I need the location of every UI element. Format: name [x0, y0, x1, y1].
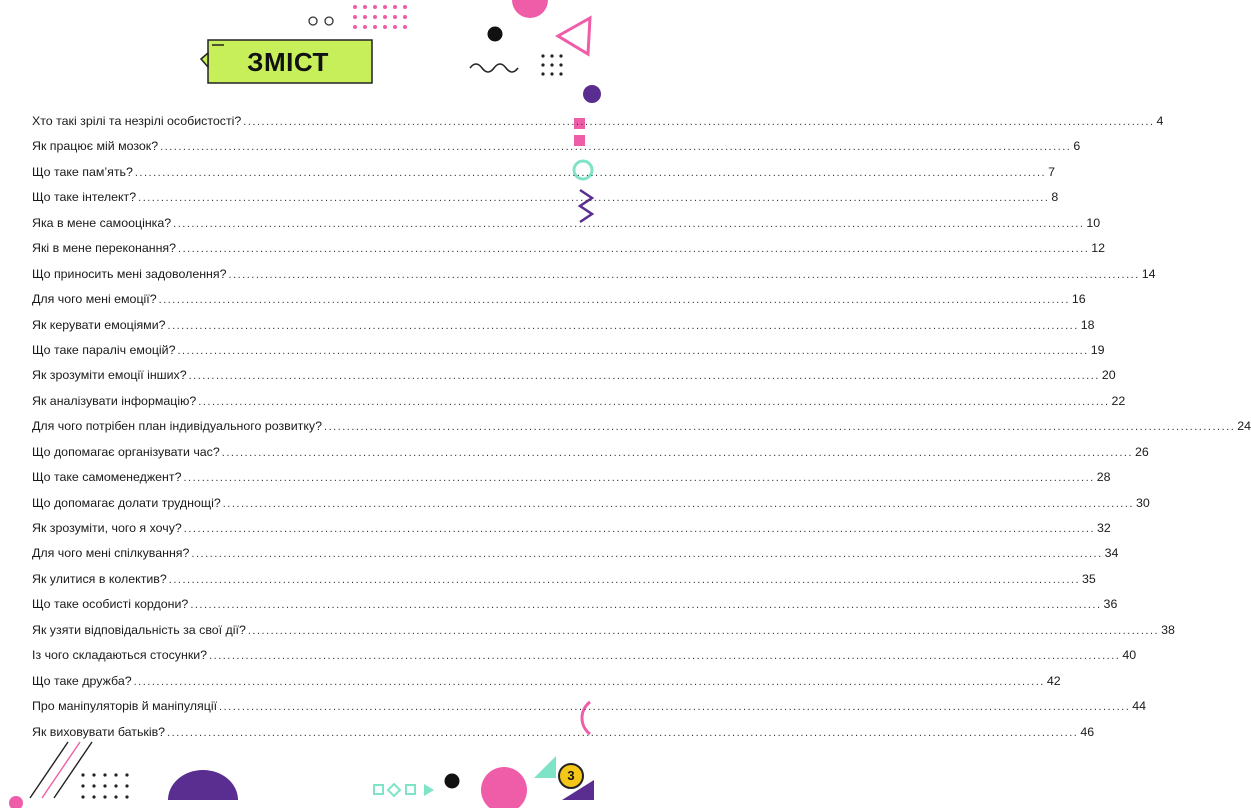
purple-circle-icon — [578, 84, 594, 109]
toc-entry-page: 36 — [1103, 597, 1118, 612]
toc-entry-page: 22 — [1111, 393, 1126, 408]
page-number-badge: 3 — [558, 763, 584, 789]
toc-entry — [32, 292, 1086, 317]
toc-leader-dots: ........................................................................................................................................................................................................ — [183, 472, 1095, 485]
toc-entry-page: 40 — [1122, 648, 1137, 663]
toc-entry-title: Що таке параліч емоцій? — [32, 342, 176, 357]
toc-leader-dots: ........................................................................................................................................................................................................ — [190, 599, 1102, 612]
toc-entry-page: 32 — [1097, 521, 1111, 535]
toc-entry-title: Що таке особисті кордони? — [32, 597, 189, 612]
toc-entry-page: 20 — [1101, 368, 1116, 383]
toc-entry — [32, 470, 1111, 495]
toc-leader-dots: ........................................................................................................................................................................................................ — [160, 141, 1072, 154]
toc-entry — [32, 521, 1111, 546]
toc-entry-title: Для чого мені емоції? — [32, 292, 157, 307]
toc-entry-page: 14 — [1141, 266, 1156, 281]
mint-shapes-icon — [372, 780, 442, 803]
page-title: ЗМІСТ — [247, 47, 329, 77]
toc-entry-title: Як улитися в колектив? — [32, 571, 167, 586]
toc-leader-dots: ........................................................................................................................................................................................................ — [324, 421, 1236, 434]
table-of-contents — [32, 114, 1251, 750]
toc-entry-title: Як керувати емоціями? — [32, 317, 166, 332]
toc-entry-title: Як працює мій мозок? — [32, 139, 159, 154]
toc-entry — [32, 444, 1149, 470]
toc-entry — [32, 266, 1156, 292]
toc-entry-page: 12 — [1091, 241, 1106, 256]
small-circle-outline-icon — [307, 14, 337, 32]
toc-leader-dots: ........................................................................................................................................................................................................ — [247, 624, 1160, 637]
toc-entry-title: Як аналізувати інформацію? — [32, 393, 197, 408]
toc-entry-title: Як виховувати батьків? — [32, 724, 166, 739]
toc-entry — [32, 139, 1081, 164]
toc-leader-dots: ........................................................................................................................................................................................................ — [168, 573, 1081, 586]
toc-leader-dots: ........................................................................................................................................................................................................ — [198, 395, 1110, 408]
toc-entry-page: 19 — [1090, 342, 1105, 357]
wave-line-icon — [468, 60, 518, 79]
toc-entry — [32, 495, 1150, 521]
toc-entry-page: 6 — [1073, 139, 1081, 154]
dot-grid-icon — [352, 4, 412, 39]
toc-entry — [32, 648, 1137, 673]
toc-leader-dots: ........................................................................................................................................................................................................ — [209, 650, 1121, 663]
toc-entry-title: Що таке пам’ять? — [32, 164, 133, 179]
toc-entry-title: Для чого потрібен план індивідуального розвитку? — [32, 419, 323, 434]
toc-leader-dots: ........................................................................................................................................................................................................ — [243, 116, 1155, 128]
dot-grid-icon — [80, 772, 134, 805]
toc-entry — [32, 597, 1118, 622]
toc-entry — [32, 699, 1147, 724]
toc-entry — [32, 215, 1101, 241]
toc-entry-title: Що таке дружба? — [32, 673, 132, 688]
toc-entry-page: 44 — [1132, 699, 1147, 714]
toc-entry-page: 7 — [1048, 164, 1056, 179]
toc-leader-dots: ........................................................................................................................................................................................................ — [138, 192, 1050, 205]
purple-half-circle-icon — [168, 770, 238, 805]
toc-leader-dots: ........................................................................................................................................................................................................ — [228, 268, 1140, 281]
toc-entry — [32, 419, 1251, 444]
toc-entry-page: 34 — [1104, 546, 1119, 561]
toc-entry-page: 30 — [1135, 495, 1150, 510]
black-dot-icon — [487, 26, 503, 47]
toc-entry-page: 24 — [1237, 419, 1251, 434]
toc-entry — [32, 317, 1095, 343]
toc-entry-title: Для чого мені спілкування? — [32, 546, 190, 561]
dot-grid-icon — [540, 53, 566, 84]
toc-entry-page: 8 — [1051, 190, 1059, 205]
toc-leader-dots: ........................................................................................................................................................................................................ — [167, 726, 1079, 739]
toc-entry-page: 42 — [1046, 673, 1061, 688]
toc-entry-title: Що приносить мені задоволення? — [32, 266, 227, 281]
pink-small-circle-icon — [8, 790, 24, 808]
toc-entry-title: Які в мене переконання? — [32, 241, 177, 256]
toc-entry-title: Що допомагає організувати час? — [32, 444, 220, 459]
toc-entry-page: 35 — [1082, 571, 1096, 586]
toc-entry-page: 10 — [1086, 215, 1101, 230]
toc-leader-dots: ........................................................................................................................................................................................................ — [221, 446, 1134, 459]
toc-leader-dots: ........................................................................................................................................................................................................ — [183, 523, 1096, 535]
toc-entry-title: Із чого складаються стосунки? — [32, 648, 208, 663]
toc-entry-title: Що таке самоменеджент? — [32, 470, 182, 485]
toc-entry-page: 18 — [1080, 317, 1095, 332]
toc-leader-dots: ........................................................................................................................................................................................................ — [222, 497, 1134, 510]
toc-entry — [32, 622, 1175, 648]
toc-leader-dots: ........................................................................................................................................................................................................ — [167, 319, 1079, 332]
black-dot-icon — [444, 773, 460, 794]
toc-entry — [32, 368, 1116, 393]
toc-entry-title: Яка в мене самооцінка? — [32, 215, 172, 230]
mint-triangle-icon — [530, 752, 560, 787]
toc-entry — [32, 546, 1119, 571]
toc-entry-title: Що таке інтелект? — [32, 190, 137, 205]
toc-entry-title: Про маніпуляторів й маніпуляції — [32, 699, 218, 714]
toc-leader-dots: ........................................................................................................................................................................................................ — [191, 548, 1103, 561]
toc-entry-title: Як зрозуміти емоції інших? — [32, 368, 187, 383]
toc-leader-dots: ........................................................................................................................................................................................................ — [134, 166, 1047, 179]
toc-entry — [32, 393, 1126, 419]
toc-entry-page: 46 — [1080, 724, 1095, 739]
toc-leader-dots: ........................................................................................................................................................................................................ — [188, 370, 1100, 383]
toc-leader-dots: ........................................................................................................................................................................................................ — [178, 243, 1090, 256]
toc-entry-page: 4 — [1156, 114, 1164, 128]
toc-entry-page: 16 — [1071, 292, 1086, 307]
toc-entry — [32, 164, 1056, 190]
toc-entry-page: 26 — [1135, 444, 1149, 459]
toc-entry — [32, 241, 1106, 266]
toc-entry — [32, 342, 1105, 368]
toc-entry — [32, 571, 1096, 597]
toc-entry — [32, 190, 1059, 215]
toc-entry-title: Що допомагає долати труднощі? — [32, 495, 221, 510]
toc-leader-dots: ........................................................................................................................................................................................................ — [133, 675, 1045, 688]
toc-leader-dots: ........................................................................................................................................................................................................ — [177, 344, 1089, 357]
toc-entry-title: Хто такі зрілі та незрілі особистості? — [32, 114, 242, 128]
toc-entry-page: 38 — [1161, 622, 1175, 637]
toc-entry — [32, 673, 1061, 699]
toc-entry — [32, 114, 1164, 139]
pink-circle-icon — [510, 0, 550, 19]
toc-leader-dots: ........................................................................................................................................................................................................ — [219, 701, 1131, 714]
toc-leader-dots: ........................................................................................................................................................................................................ — [158, 294, 1070, 307]
toc-entry-title: Як узяти відповідальність за свої дії? — [32, 622, 246, 637]
pink-circle-icon — [480, 766, 528, 805]
toc-leader-dots: ........................................................................................................................................................................................................ — [173, 217, 1085, 230]
toc-entry-page: 28 — [1096, 470, 1111, 485]
toc-entry-title: Як зрозуміти, чого я хочу? — [32, 521, 182, 535]
